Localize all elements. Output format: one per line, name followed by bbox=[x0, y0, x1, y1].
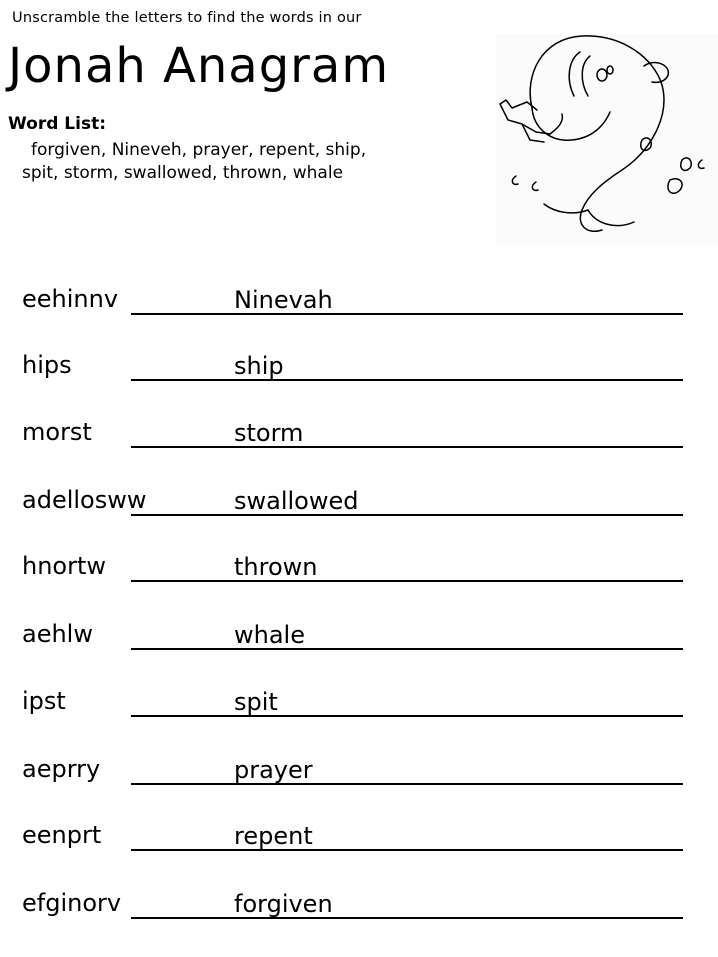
scrambled-word: adellosww bbox=[22, 486, 147, 514]
answer-line bbox=[131, 849, 683, 851]
puzzle-row bbox=[0, 819, 718, 859]
puzzle-row bbox=[0, 416, 718, 456]
scrambled-word: hnortw bbox=[22, 552, 107, 580]
scrambled-word: efginorv bbox=[22, 889, 122, 917]
puzzle-row bbox=[0, 484, 718, 524]
answer-word[interactable]: forgiven bbox=[234, 890, 333, 918]
answer-line bbox=[131, 379, 683, 381]
answer-line bbox=[131, 580, 683, 582]
puzzle-row bbox=[0, 618, 718, 658]
answer-word[interactable]: whale bbox=[234, 621, 305, 649]
instructions-text: Unscramble the letters to find the words in our bbox=[12, 10, 362, 26]
answer-word[interactable]: ship bbox=[234, 352, 284, 380]
word-list-line-1: forgiven, Nineveh, prayer, repent, ship, bbox=[31, 140, 367, 160]
answer-line bbox=[131, 783, 683, 785]
puzzle-row bbox=[0, 685, 718, 725]
puzzle-row bbox=[0, 283, 718, 323]
word-list-line-2: spit, storm, swallowed, thrown, whale bbox=[22, 163, 344, 183]
scrambled-word: hips bbox=[22, 351, 72, 379]
answer-line bbox=[131, 648, 683, 650]
scrambled-word: morst bbox=[22, 418, 92, 446]
puzzle-row bbox=[0, 349, 718, 389]
scrambled-word: eehinnv bbox=[22, 285, 119, 313]
scrambled-word: aehlw bbox=[22, 620, 93, 648]
answer-line bbox=[131, 313, 683, 315]
answer-word[interactable]: swallowed bbox=[234, 487, 359, 515]
puzzle-row bbox=[0, 753, 718, 793]
answer-line bbox=[131, 514, 683, 516]
answer-word[interactable]: Ninevah bbox=[234, 286, 333, 314]
page-title: Jonah Anagram bbox=[8, 38, 390, 94]
puzzle-row bbox=[0, 550, 718, 590]
scrambled-word: eenprt bbox=[22, 821, 102, 849]
answer-word[interactable]: thrown bbox=[234, 553, 318, 581]
answer-line bbox=[131, 446, 683, 448]
answer-word[interactable]: spit bbox=[234, 688, 278, 716]
word-list-label: Word List: bbox=[8, 114, 106, 134]
scrambled-word: ipst bbox=[22, 687, 66, 715]
answer-word[interactable]: prayer bbox=[234, 756, 313, 784]
whale-illustration bbox=[492, 30, 718, 245]
puzzle-row bbox=[0, 887, 718, 927]
answer-line bbox=[131, 917, 683, 919]
answer-word[interactable]: storm bbox=[234, 419, 304, 447]
answer-line bbox=[131, 715, 683, 717]
answer-word[interactable]: repent bbox=[234, 822, 313, 850]
scrambled-word: aeprry bbox=[22, 755, 101, 783]
